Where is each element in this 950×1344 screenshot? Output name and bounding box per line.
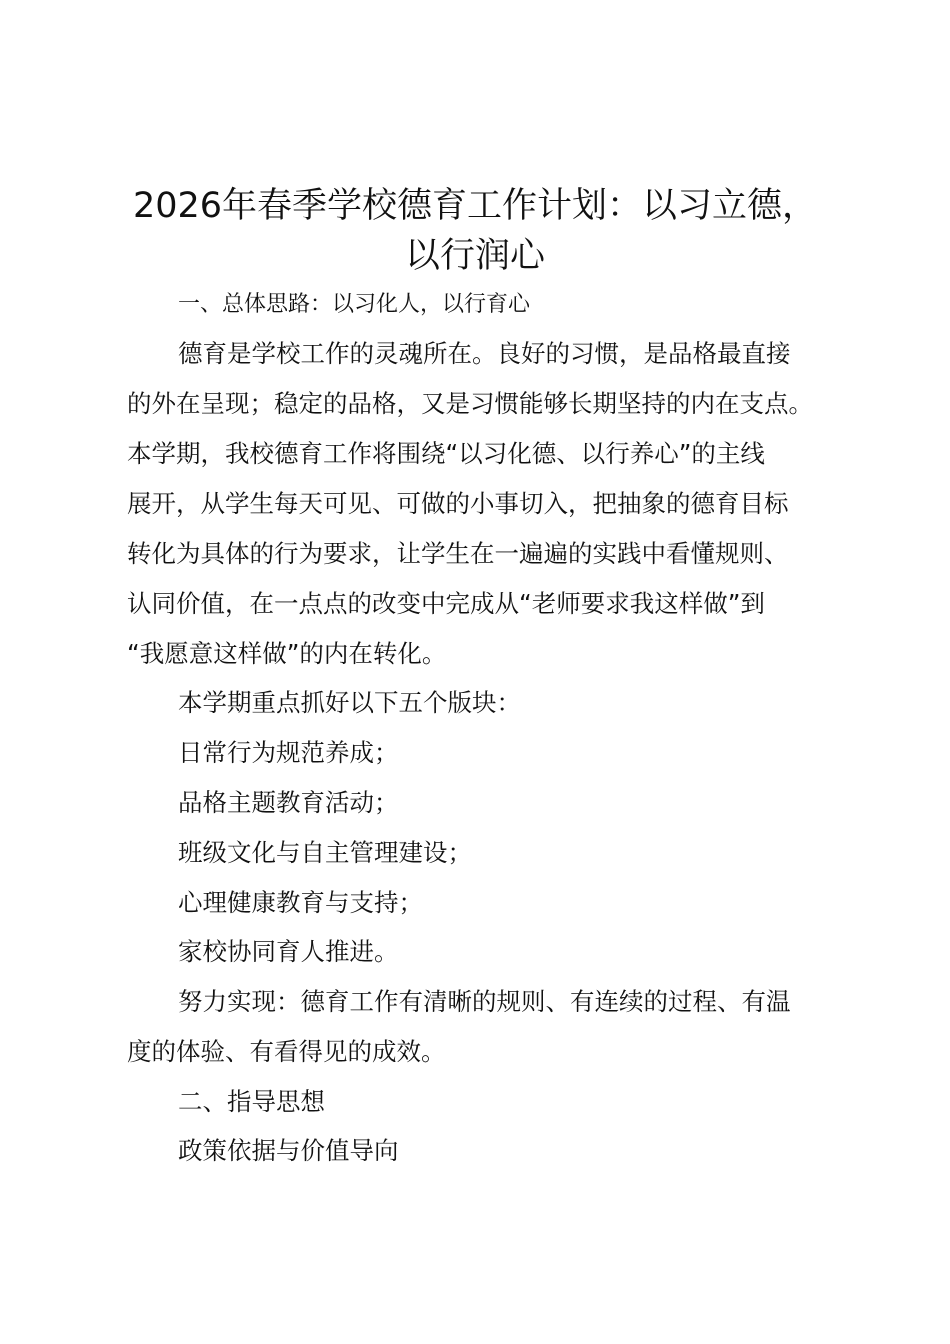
focus-item-5: 家校协同育人推进。 [178, 937, 399, 966]
document-title [110, 181, 840, 281]
focus-item-3: 班级文化与自主管理建设； [178, 838, 472, 867]
paragraph-1-line-7: “我愿意这样做”的内在转化。 [127, 639, 447, 668]
paragraph-1-line-1: 德育是学校工作的灵魂所在。良好的习惯，是品格最直接 [178, 339, 791, 368]
focus-item-1: 日常行为规范养成； [178, 738, 399, 767]
section-heading-1: 一、总体思路：以习化人，以行育心 [178, 292, 531, 317]
paragraph-1-line-6: 认同价值，在一点点的改变中完成从“老师要求我这样做”到 [127, 589, 765, 618]
paragraph-1-line-5: 转化为具体的行为要求，让学生在一遍遍的实践中看懂规则、 [127, 539, 789, 568]
focus-item-4: 心理健康教育与支持； [178, 888, 423, 917]
section-2-subheading: 政策依据与价值导向 [178, 1136, 399, 1165]
paragraph-1-line-4: 展开，从学生每天可见、可做的小事切入，把抽象的德育目标 [127, 489, 789, 518]
focus-intro: 本学期重点抓好以下五个版块： [178, 688, 521, 717]
section-heading-2: 二、指导思想 [178, 1087, 325, 1116]
goal-line-2: 度的体验、有看得见的成效。 [127, 1037, 446, 1066]
goal-line-1: 努力实现：德育工作有清晰的规则、有连续的过程、有温 [178, 987, 791, 1016]
title-line-1: 2026年春季学校德育工作计划：以习立德， [132, 186, 818, 226]
paragraph-1-line-3: 本学期，我校德育工作将围绕“以习化德、以行养心”的主线 [127, 439, 765, 468]
paragraph-1-line-2: 的外在呈现；稳定的品格，又是习惯能够长期坚持的内在支点。 [127, 389, 813, 418]
focus-item-2: 品格主题教育活动； [178, 788, 399, 817]
title-line-2: 以行润心 [404, 236, 545, 276]
